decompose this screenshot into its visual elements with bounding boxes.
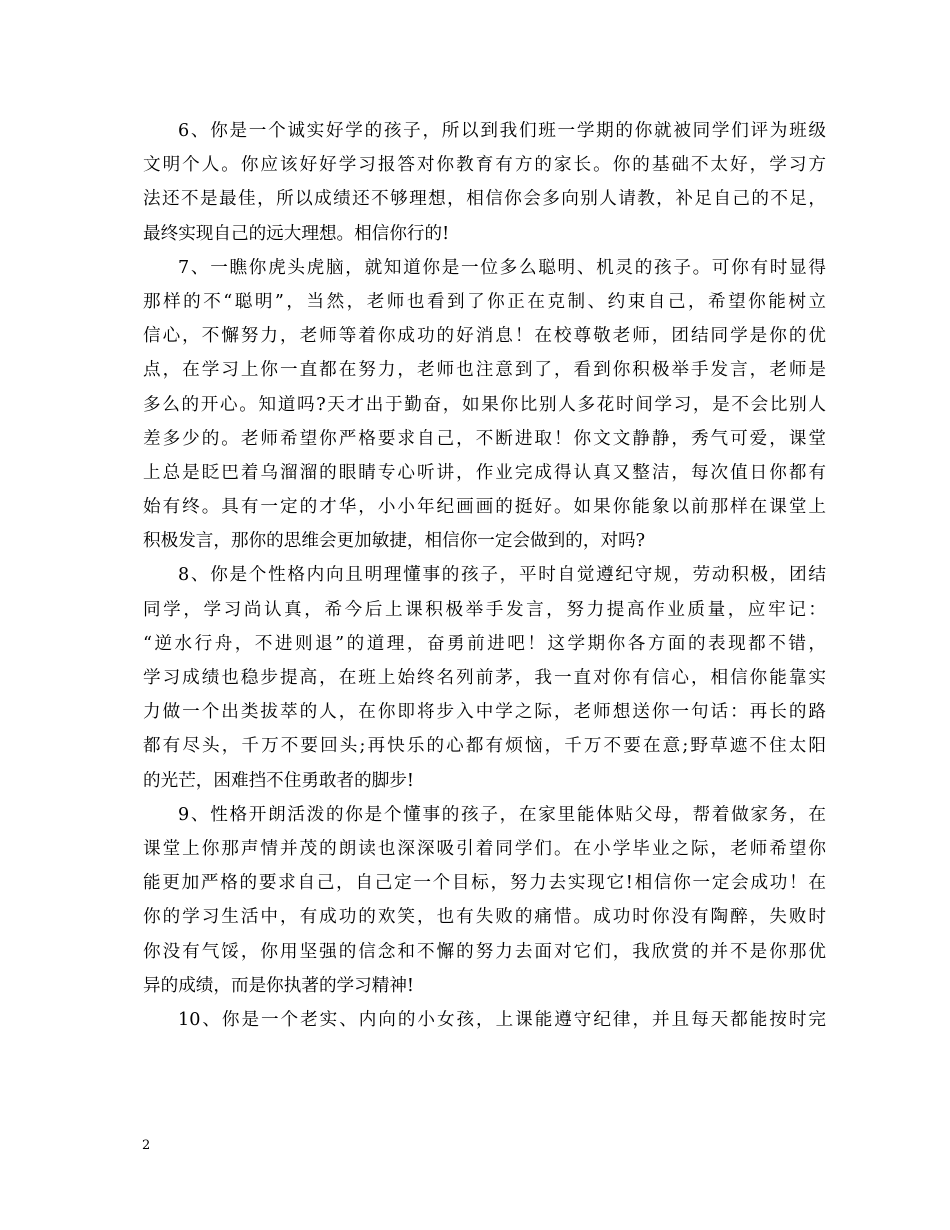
text-line: “逆水行舟，不进则退”的道理，奋勇前进吧！这学期你各方面的表现都不错， <box>143 633 826 654</box>
text-line: 始有终。具有一定的才华，小小年纪画画的挺好。如果你能象以前那样在课堂上 <box>143 497 826 518</box>
text-line: 异的成绩，而是你执著的学习精神! <box>143 975 414 996</box>
paragraph-10 <box>143 1003 826 1037</box>
text-line: 力做一个出类拔萃的人，在你即将步入中学之际，老师想送你一句话：再长的路 <box>143 702 826 723</box>
text-line: 差多少的。老师希望你严格要求自己，不断进取！你文文静静，秀气可爱，课堂 <box>143 428 826 449</box>
text-line: 9、性格开朗活泼的你是个懂事的孩子，在家里能体贴父母，帮着做家务，在 <box>178 804 826 825</box>
paragraph-6 <box>143 114 826 251</box>
paragraph-9 <box>143 798 826 1003</box>
paragraph-7 <box>143 251 826 559</box>
text-line: 能更加严格的要求自己，自己定一个目标，努力去实现它!相信你一定会成功！在 <box>143 873 826 894</box>
text-line: 最终实现自己的远大理想。相信你行的! <box>143 223 450 244</box>
text-line: 6、你是一个诚实好学的孩子，所以到我们班一学期的你就被同学们评为班级 <box>178 121 826 141</box>
text-line: 积极发言，那你的思维会更加敏捷，相信你一定会做到的，对吗? <box>143 531 646 552</box>
text-line: 你没有气馁，你用坚强的信念和不懈的努力去面对它们，我欣赏的并不是你那优 <box>143 941 826 962</box>
text-line: 8、你是个性格内向且明理懂事的孩子，平时自觉遵纪守规，劳动积极，团结 <box>178 565 826 586</box>
text-line: 学习成绩也稳步提高，在班上始终名列前茅，我一直对你有信心，相信你能靠实 <box>143 668 826 688</box>
text-line: 同学，学习尚认真，希今后上课积极举手发言，努力提高作业质量，应牢记： <box>143 599 826 620</box>
text-line: 那样的不“聪明”，当然，老师也看到了你正在克制、约束自己，希望你能树立 <box>143 291 826 312</box>
text-line: 都有尽头，千万不要回头;再快乐的心都有烦恼，千万不要在意;野草遮不住太阳 <box>143 736 826 757</box>
text-line: 10、你是一个老实、内向的小女孩，上课能遵守纪律，并且每天都能按时完 <box>178 1009 826 1030</box>
text-line: 文明个人。你应该好好学习报答对你教育有方的家长。你的基础不太好，学习方 <box>143 155 826 176</box>
text-line: 上总是眨巴着乌溜溜的眼睛专心听讲，作业完成得认真又整洁，每次值日你都有 <box>143 462 826 483</box>
paragraph-8 <box>143 558 826 797</box>
text-line: 7、一瞧你虎头虎脑，就知道你是一位多么聪明、机灵的孩子。可你有时显得 <box>178 257 826 278</box>
text-line: 课堂上你那声情并茂的朗读也深深吸引着同学们。在小学毕业之际，老师希望你 <box>143 838 826 859</box>
text-line: 点，在学习上你一直都在努力，老师也注意到了，看到你积极举手发言，老师是 <box>143 360 826 381</box>
document-body <box>143 114 826 1037</box>
text-line: 的光芒，困难挡不住勇敢者的脚步! <box>143 770 414 791</box>
text-line: 法还不是最佳，所以成绩还不够理想，相信你会多向别人请教，补足自己的不足， <box>143 189 826 210</box>
text-line: 你的学习生活中，有成功的欢笑，也有失败的痛惜。成功时你没有陶醉，失败时 <box>143 907 826 928</box>
text-line: 多么的开心。知道吗?天才出于勤奋，如果你比别人多花时间学习，是不会比别人 <box>143 394 826 415</box>
text-line: 信心，不懈努力，老师等着你成功的好消息！在校尊敬老师，团结同学是你的优 <box>143 326 826 347</box>
page-number: 2 <box>142 1138 151 1153</box>
